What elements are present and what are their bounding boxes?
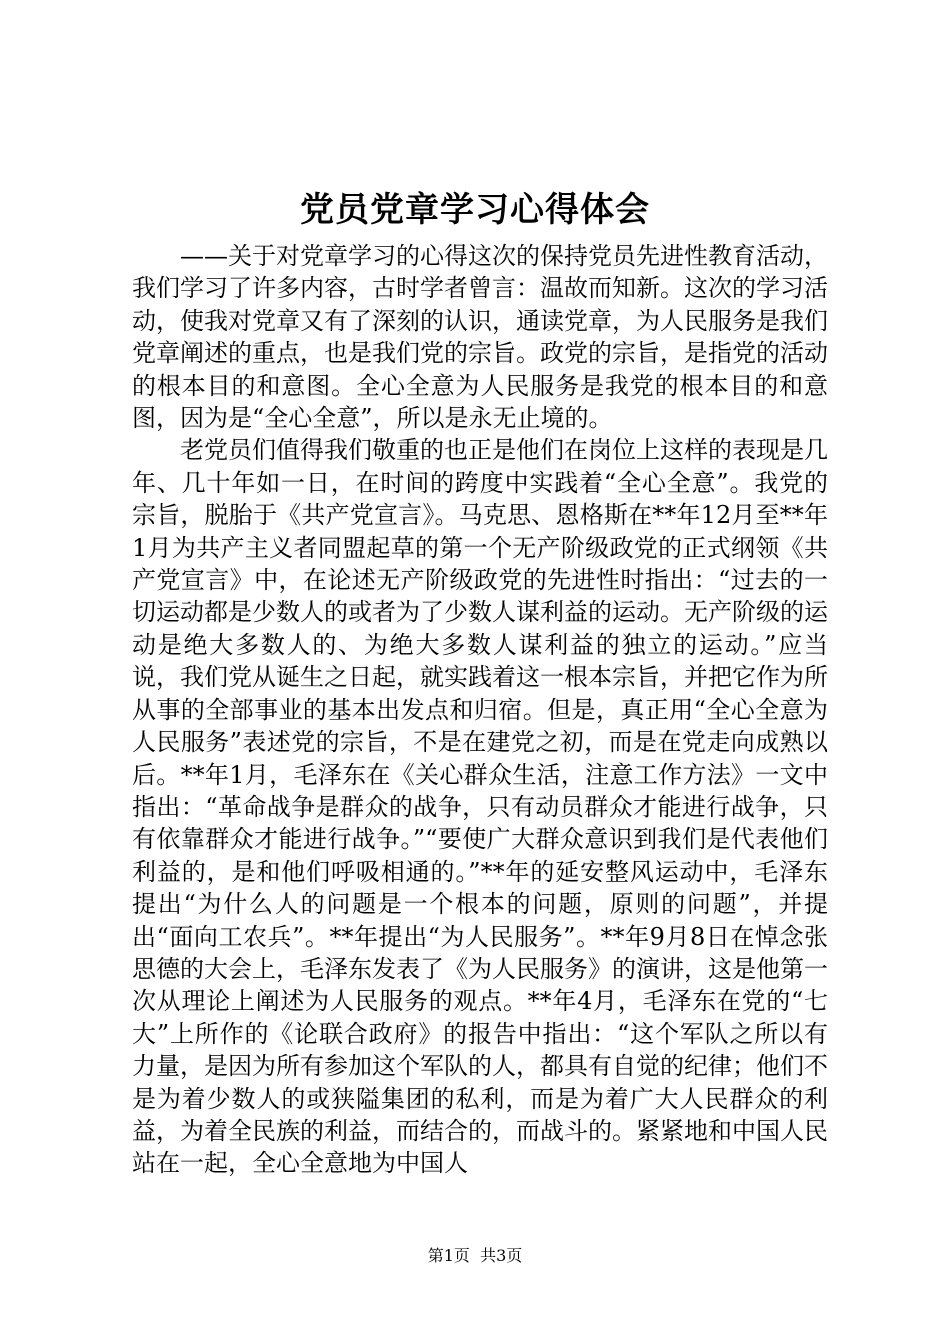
paragraph-2: 老党员们值得我们敬重的也正是他们在岗位上这样的表现是几年、几十年如一日，在时间的跨度中实践着“全心全意”。我党的宗旨，脱胎于《共产党宣言》。马克思、恩格斯在**年12月至**年1月为共产主义者同盟起草的第一个无产阶级政党的正式纲领《共产党宣言》中，在论述无产阶级政党的先进性时指出：“过去的一切运动都是少数人的或者为了少数人谋利益的运动。无产阶级的运动是绝大多数人的、为绝大多数人谋利益的独立的运动。”应当说，我们党从诞生之日起，就实践着这一根本宗旨，并把它作为所从事的全部事业的基本出发点和归宿。但是，真正用“全心全意为人民服务”表述党的宗旨，不是在建党之初，而是在党走向成熟以后。**年1月，毛泽东在《关心群众生活，注意工作方法》一文中指出：“革命战争是群众的战争，只有动员群众才能进行战争，只有依靠群众才能进行战争。”“要使广大群众意识到我们是代表他们利益的，是和他们呼吸相通的。”**年的延安整风运动中，毛泽东提出“为什么人的问题是一个根本的问题，原则的问题”，并提出“面向工农兵”。**年提出“为人民服务”。**年9月8日在悼念张思德的大会上，毛泽东发表了《为人民服务》的演讲，这是他第一次从理论上阐述为人民服务的观点。**年4月，毛泽东在党的“七大”上所作的《论联合政府》的报告中指出：“这个军队之所以有力量，是因为所有参加这个军队的人，都具有自觉的纪律；他们不是为着少数人的或狭隘集团的私利，而是为着广大人民群众的利益，为着全民族的利益，而结合的，而战斗的。紧紧地和中国人民站在一起，全心全意地为中国人 xyxy=(132,436,828,1178)
document-body xyxy=(132,240,828,1180)
page-title: 党员党章学习心得体会 xyxy=(300,190,650,230)
paragraph-1: ——关于对党章学习的心得这次的保持党员先进性教育活动，我们学习了许多内容，古时学者曾言：温故而知新。这次的学习活动，使我对党章又有了深刻的认识，通读党章，为人民服务是我们党章阐述的重点，也是我们党的宗旨。政党的宗旨，是指党的活动的根本目的和意图。全心全意为人民服务是我党的根本目的和意图，因为是“全心全意”，所以是永无止境的。 xyxy=(132,242,828,433)
page-total: 共3页 xyxy=(480,1246,523,1265)
footer-separator xyxy=(470,1246,480,1265)
page-footer xyxy=(0,1246,950,1266)
page-number: 第1页 xyxy=(427,1246,470,1265)
